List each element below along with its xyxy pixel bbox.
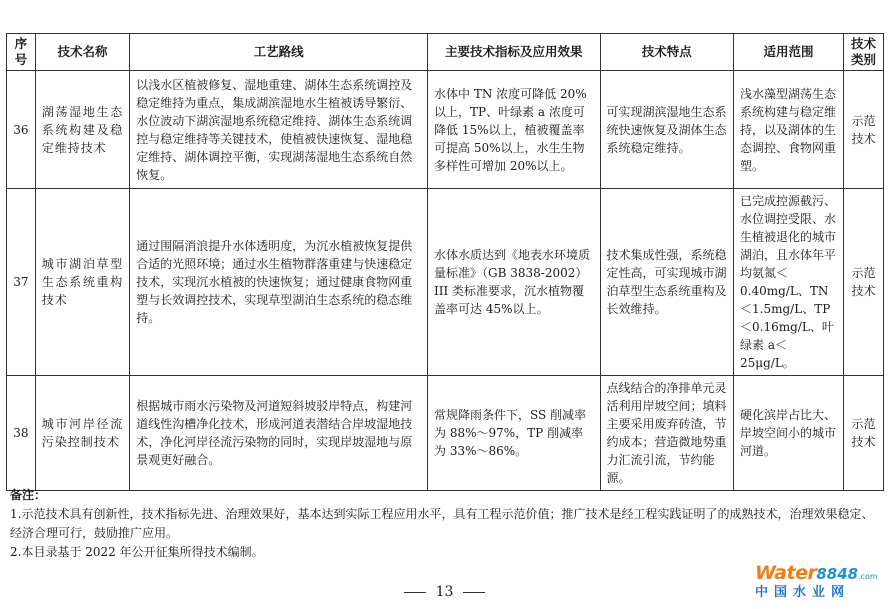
- row-name: 城市湖泊草型生态系统重构技术: [35, 189, 129, 376]
- logo-number: 8848: [816, 565, 859, 583]
- row-name: 湖荡湿地生态系统构建及稳定维持技术: [35, 71, 129, 189]
- technology-catalog-table: [6, 33, 884, 491]
- row-category: 示范技术: [843, 189, 883, 376]
- row-route: 通过围隔消浪提升水体透明度，为沉水植被恢复提供合适的光照环境；通过水生植物群落重建与快速稳定技术，实现沉水植被的快速恢复；通过健康食物网重塑与长效调控技术，实现草型湖泊生态系统的稳态维持。: [130, 189, 428, 376]
- row-name: 城市河岸径流污染控制技术: [35, 376, 129, 491]
- row-indicator: 常规降雨条件下，SS 削减率为 88%～97%，TP 削减率为 33%～86%。: [428, 376, 601, 491]
- logo-suffix: .com: [858, 572, 878, 581]
- logo-cn: 中国水业网: [755, 585, 851, 600]
- table-row: [7, 376, 884, 491]
- notes-section: [10, 486, 880, 562]
- row-route: 以浅水区植被修复、湿地重建、湖体生态系统调控及稳定维持为重点，集成湖滨湿地水生植被诱导繁衍、水位波动下湖滨湿地系统稳定维持、湖体生态系统调控与稳定维持等关键技术，使植被快速恢复、湿地稳定维持、湖体调控平衡，实现湖荡湿地生态系统自然恢复。: [130, 71, 428, 189]
- header-indicator: 主要技术指标及应用效果: [428, 34, 601, 71]
- row-scope: 硬化滨岸占比大、岸坡空间小的城市河道。: [734, 376, 844, 491]
- row-scope: 已完成控源截污、水位调控受限、水生植被退化的城市湖泊，且水体年平均氨氮＜0.40mg/L、TN＜1.5mg/L、TP＜0.16mg/L、叶绿素 a＜25μg/L。: [734, 189, 844, 376]
- logo-brand: Water: [755, 562, 817, 584]
- table-row: [7, 71, 884, 189]
- row-feature: 点线结合的净排单元灵活利用岸坡空间；填料主要采用废弃砖渣，节约成本；营造微地势重力汇流引流，节约能源。: [600, 376, 734, 491]
- header-no: 序号: [7, 34, 36, 71]
- table-row: [7, 189, 884, 376]
- row-route: 根据城市雨水污染物及河道短斜坡驳岸特点，构建河道线性沟槽净化技术，形成河道表潜结合岸坡湿地技术，净化河岸径流污染物的同时，实现岸坡湿地与原景观更好融合。: [130, 376, 428, 491]
- header-category: 技术类别: [843, 34, 883, 71]
- row-feature: 可实现湖滨湿地生态系统快速恢复及湖体生态系统稳定维持。: [600, 71, 734, 189]
- table-header-row: [7, 34, 884, 71]
- header-feature: 技术特点: [600, 34, 734, 71]
- row-no: 37: [7, 189, 36, 376]
- note-item-1: 1.示范技术具有创新性，技术指标先进、治理效果好，基本达到实际工程应用水平，具有工程示范价值；推广技术是经工程实践证明了的成熟技术，治理效果稳定、经济合理可行，鼓励推广应用。: [10, 507, 874, 540]
- row-category: 示范技术: [843, 71, 883, 189]
- row-indicator: 水体水质达到《地表水环境质量标准》（GB 3838-2002）III 类标准要求，沉水植物覆盖率可达 45%以上。: [428, 189, 601, 376]
- header-route: 工艺路线: [130, 34, 428, 71]
- row-no: 36: [7, 71, 36, 189]
- dash-right: [463, 592, 485, 593]
- row-category: 示范技术: [843, 376, 883, 491]
- note-item-2: 2.本目录基于 2022 年公开征集所得技术编制。: [10, 545, 264, 559]
- notes-title: 备注：: [10, 488, 47, 502]
- row-no: 38: [7, 376, 36, 491]
- dash-left: [404, 592, 426, 593]
- page-number-value: 13: [435, 584, 454, 600]
- header-scope: 适用范围: [734, 34, 844, 71]
- watermark-logo: [755, 562, 883, 600]
- row-feature: 技术集成性强，系统稳定性高，可实现城市湖泊草型生态系统重构及长效维持。: [600, 189, 734, 376]
- row-scope: 浅水藻型湖荡生态系统构建与稳定维持，以及湖体的生态调控、食物网重塑。: [734, 71, 844, 189]
- header-name: 技术名称: [35, 34, 129, 71]
- row-indicator: 水体中 TN 浓度可降低 20%以上，TP、叶绿素 a 浓度可降低 15%以上，植被覆盖率可提高 50%以上，水生生物多样性可增加 20%以上。: [428, 71, 601, 189]
